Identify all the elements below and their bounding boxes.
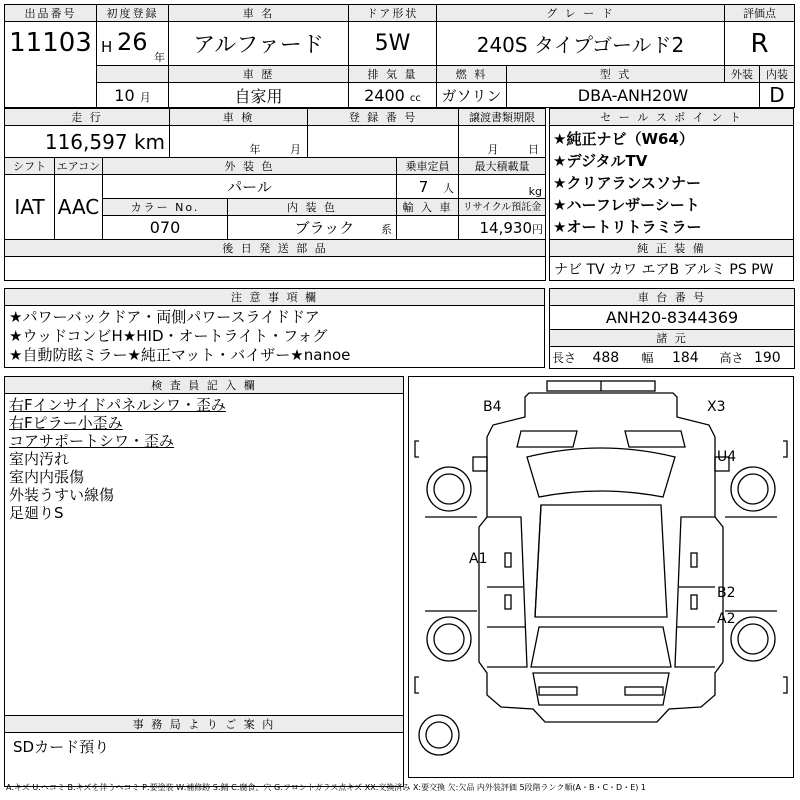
length-cell [550,347,632,369]
rear-bumper [539,687,577,695]
inspector-line: 足廻りS [9,504,64,522]
damage-mark-a1: A1 [469,551,488,567]
transfer-month-unit: 月 [487,143,499,156]
rear-window [531,627,671,667]
later-parts [5,257,546,281]
exterior-grade-label: 外装 [725,66,760,83]
header-table [4,4,795,108]
recycle-label: リサイクル預託金 [459,199,546,216]
office-note: SDカード預り [5,733,404,787]
rating: R [725,22,795,66]
ext-color-label: 外 装 色 [103,158,397,175]
grade: 240S タイプゴールド2 [437,22,725,66]
fuel-label: 燃 料 [437,66,507,83]
aircon: AAC [55,175,103,240]
notice-line: ★ウッドコンビH★HID・オートライト・フォグ [9,327,328,345]
mileage-cell [5,126,170,158]
grade-label: グ レ ー ド [437,5,725,22]
damage-mark-x3: X3 [707,399,726,415]
notices-body [5,306,545,368]
notices-label: 注 意 事 項 欄 [5,289,545,306]
damage-mark-u4: U4 [717,449,737,465]
interior-grade-label: 内装 [760,66,795,83]
inspection-month-unit: 月 [290,143,302,156]
era: H [101,38,113,56]
import [397,216,459,240]
selling-points-list [550,126,794,240]
windshield [527,448,675,497]
mileage-unit: km [133,129,166,154]
right-doors [675,517,715,667]
ext-color: パール [103,175,397,199]
capacity-label: 乗車定員 [397,158,459,175]
width: 184 [671,350,699,366]
mileage: 116,597 [44,129,128,154]
transfer-day-unit: 日 [528,143,540,156]
door-type: 5W [349,22,437,66]
selling-points-label: セ ー ル ス ポ イ ン ト [550,109,794,126]
reg-year: 26 [117,28,148,56]
inspector-line: 室内内張傷 [9,468,85,486]
genuine-equipment-label: 純 正 装 備 [550,240,794,257]
displacement: 2400 [364,85,405,105]
height-label: 高さ [719,351,744,365]
car-diagram [409,377,793,777]
selling-points-table [549,108,794,281]
model: DBA-ANH20W [507,83,760,108]
inspector-body [5,394,404,716]
displacement-label: 排 気 量 [349,66,437,83]
model-label: 型 式 [507,66,725,83]
reg-no [308,126,459,158]
lot-number-label: 出品番号 [5,5,97,22]
inspection-cell [170,126,308,158]
capacity-cell [397,175,459,199]
office-label: 事 務 局 よ り ご 案 内 [5,716,404,733]
first-reg-label: 初度登録 [97,5,169,22]
inspection-label: 車 検 [170,109,308,126]
reg-no-label: 登 録 番 号 [308,109,459,126]
car-name-label: 車 名 [169,5,349,22]
transfer-label: 譲渡書類期限 [459,109,546,126]
first-reg-year-cell [97,22,169,66]
chassis-number: ANH20-8344369 [550,306,795,330]
dims-label: 諸 元 [550,330,795,347]
spacer [97,66,169,83]
inspector-line: 右Fピラー小歪み [9,414,123,432]
recycle-cell [459,216,546,240]
color-no-label: カラー No. [103,199,228,216]
inspection-year-unit: 年 [249,143,261,156]
selling-point: ★クリアランスソナー [553,174,701,192]
import-label: 輸 入 車 [397,199,459,216]
height-cell [714,347,795,369]
left-doors [487,517,527,667]
max-load-label: 最大積載量 [459,158,546,175]
inspector-line: 室内汚れ [9,450,70,468]
roof [535,505,667,617]
displacement-unit: cc [409,92,421,104]
length-label: 長さ [552,351,577,365]
aircon-label: エアコン [55,158,103,175]
exterior-grade: D [760,83,795,108]
door-type-label: ドア形状 [349,5,437,22]
displacement-cell [349,83,437,108]
notices-table [4,288,545,368]
shift: IAT [5,175,55,240]
inspector-table [4,376,404,787]
int-color-suffix: 系 [381,223,393,236]
capacity: 7 [418,177,429,196]
legend: A:キズ U:ヘコミ B:キズを伴うヘコミ P:要塗装 W:補修跡 S:錆 C:腐食、穴 G:フロントガラス点キズ XX:交換済み X:要交換 欠:欠品 内外装評価 5段階ランク順(A・B・C・D・E) 1 [6,783,647,792]
int-color-label: 内 装 色 [228,199,397,216]
selling-point: ★オートリトラミラー [553,218,702,236]
damage-mark-b4: B4 [483,399,502,415]
rear-hatch [533,673,669,705]
selling-point: ★デジタルTV [553,152,648,170]
headlight-left [517,431,577,447]
inspector-line: 右Fインサイドパネルシワ・歪み [9,396,226,414]
damage-mark-a2: A2 [717,611,736,627]
history: 自家用 [169,83,349,108]
recycle-fee: 14,930 [479,218,533,237]
damage-mark-b2: B2 [717,585,736,601]
width-label: 幅 [641,351,654,365]
year-unit: 年 [154,51,165,64]
shift-label: シフト [5,158,55,175]
rating-label: 評価点 [725,5,795,22]
recycle-unit: 円 [532,222,544,236]
selling-point: ★純正ナビ（W64） [553,130,694,148]
notice-line: ★パワーバックドア・両側パワースライドドア [9,308,320,326]
int-color: ブラック [294,219,355,237]
car-diagram-panel [408,376,794,778]
notice-line: ★自動防眩ミラー★純正マット・バイザー★nanoe [9,346,351,364]
width-cell [632,347,714,369]
capacity-unit: 人 [443,181,455,195]
mileage-label: 走 行 [5,109,170,126]
spec-table [4,108,546,281]
lot-number: 11103 [5,22,97,108]
fuel: ガソリン [437,83,507,108]
height: 190 [753,350,781,366]
chassis-table [549,288,795,369]
history-label: 車 歴 [169,66,349,83]
genuine-equipment: ナビ TV カワ エアB アルミ PS PW [550,257,794,281]
inspector-line: 外装うすい線傷 [9,486,115,504]
later-parts-label: 後 日 発 送 部 品 [5,240,546,257]
color-no: 070 [103,216,228,240]
mirror-left [473,457,487,471]
headlight-right [625,431,685,447]
int-color-cell [228,216,397,240]
month-unit: 月 [139,90,151,104]
length: 488 [592,350,620,366]
spare-wheel [419,715,459,755]
inspector-label: 検 査 員 記 入 欄 [5,377,404,394]
max-load-unit: kg [459,175,546,199]
reg-month-cell [97,83,169,108]
reg-month: 10 [114,85,135,105]
inspector-line: コアサポートシワ・歪み [9,432,175,450]
selling-point: ★ハーフレザーシート [553,196,700,214]
transfer-cell [459,126,546,158]
chassis-label: 車 台 番 号 [550,289,795,306]
car-name: アルファード [169,22,349,66]
